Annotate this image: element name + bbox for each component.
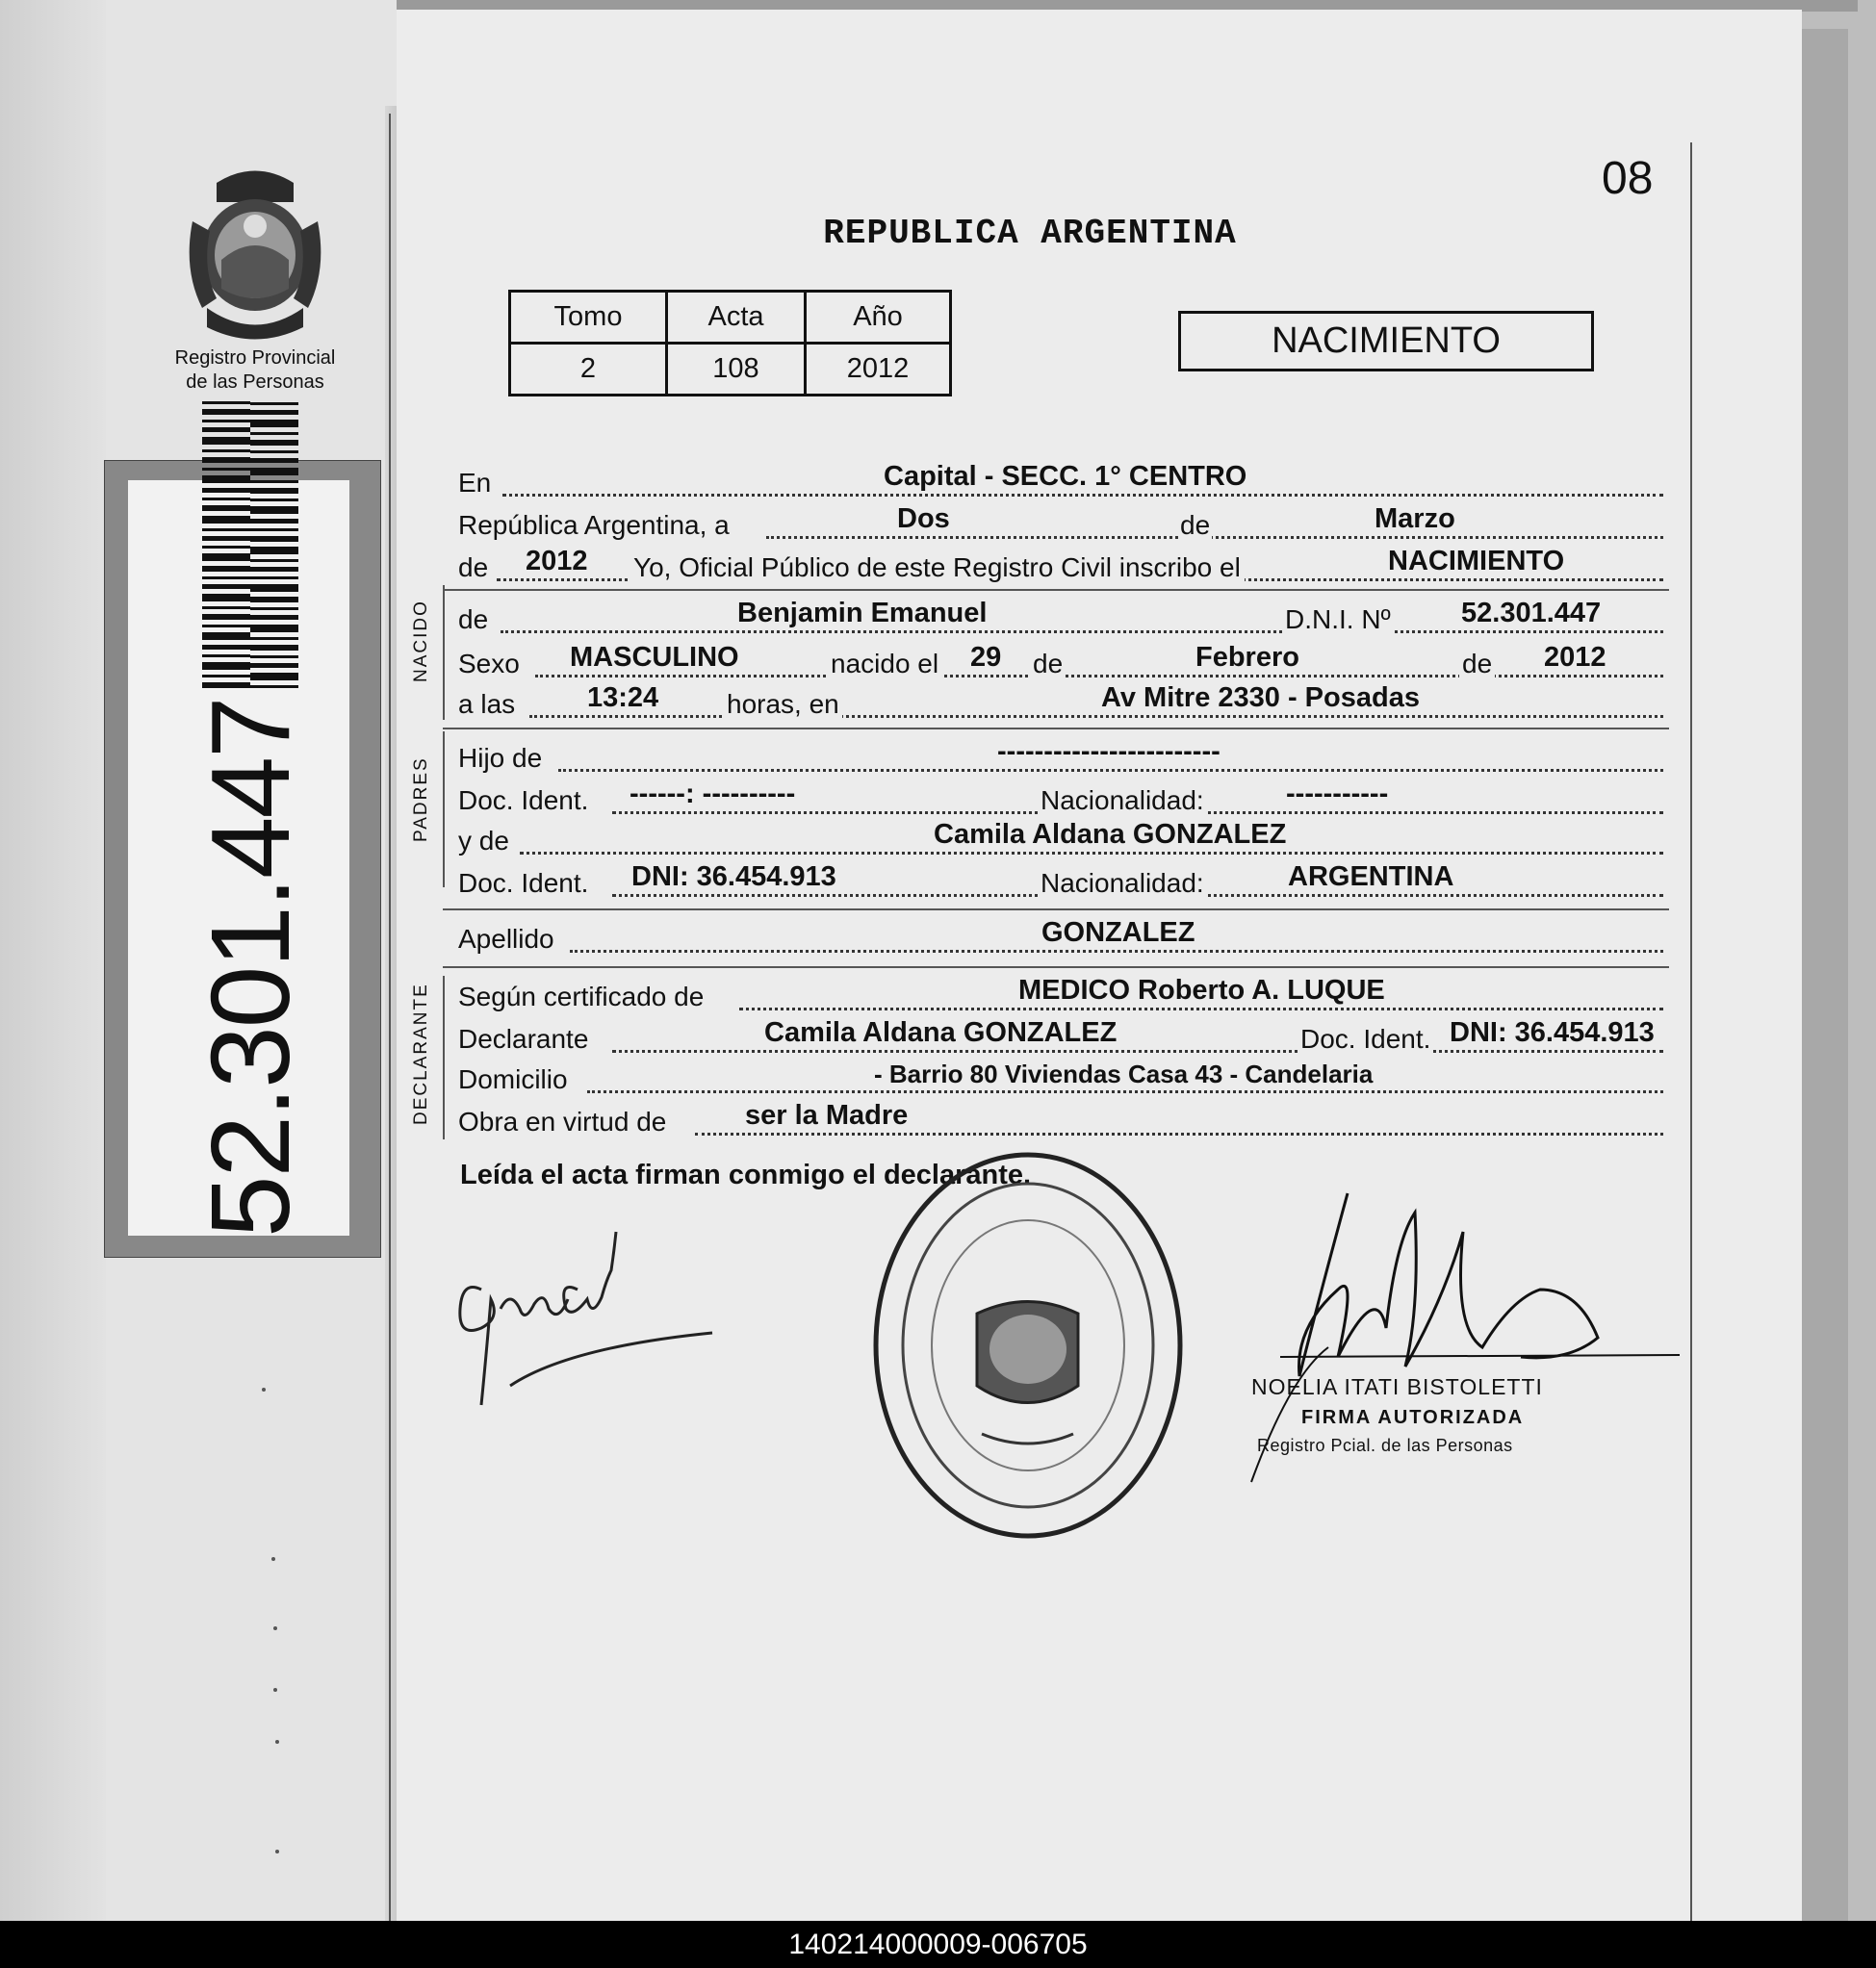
provincia-misiones-seal <box>173 164 337 346</box>
padres-section-rule <box>443 731 445 887</box>
nacido-dia-value: 29 <box>970 642 1002 673</box>
nacido-anio-value: 2012 <box>1544 642 1606 673</box>
doc-ident-label: Doc. Ident. <box>458 868 589 898</box>
certificado-label: Según certificado de <box>458 982 705 1011</box>
section-divider <box>443 908 1669 910</box>
dia-value: Dos <box>897 503 950 534</box>
official-name: NOELIA ITATI BISTOLETTI <box>1251 1374 1543 1399</box>
record-table-header: Acta <box>667 292 806 344</box>
section-divider <box>443 728 1669 729</box>
row-madre <box>458 820 1663 858</box>
row-padre-doc <box>458 780 1663 818</box>
row-en <box>458 462 1663 500</box>
hora-value: 13:24 <box>587 682 659 713</box>
nacionalidad-label: Nacionalidad: <box>1038 868 1207 899</box>
domicilio-label: Domicilio <box>458 1064 568 1094</box>
mes-value: Marzo <box>1375 503 1455 534</box>
dni-value: 52.301.447 <box>1461 598 1602 628</box>
de-label: de <box>1030 649 1066 679</box>
scan-speck <box>273 1626 277 1630</box>
en-label: En <box>458 468 492 498</box>
registry-name-line1: Registro Provincial <box>174 347 336 369</box>
row-anio <box>458 547 1663 585</box>
scan-speck <box>275 1740 279 1744</box>
anio-value: 2012 <box>526 546 588 576</box>
page-number: 08 <box>1602 153 1654 204</box>
row-certificado <box>458 976 1663 1014</box>
left-page-edge <box>385 106 397 1921</box>
row-nombre <box>458 599 1663 637</box>
nacido-section-label: NACIDO <box>411 600 431 682</box>
scan-speck <box>271 1557 275 1561</box>
record-table-value-row <box>510 344 951 396</box>
sexo-label: Sexo <box>458 649 520 678</box>
scan-speck <box>262 1388 266 1392</box>
book-right-edge <box>1802 29 1848 1921</box>
record-table-cell: 108 <box>667 344 806 396</box>
apellido-value: GONZALEZ <box>1041 917 1195 948</box>
apellido-label: Apellido <box>458 924 554 954</box>
row-republica <box>458 504 1663 543</box>
hijo-de-label: Hijo de <box>458 743 543 773</box>
oficial-text: Yo, Oficial Público de este Registro Civil inscribo el <box>630 552 1245 583</box>
registry-name <box>144 346 366 395</box>
padre-value: ------------------------ <box>997 736 1221 767</box>
barcode-bars <box>202 396 298 688</box>
certificado-value: MEDICO Roberto A. LUQUE <box>1018 975 1385 1006</box>
section-divider <box>443 966 1669 968</box>
row-apellido <box>458 918 1663 957</box>
registry-name-line2: de las Personas <box>186 371 324 393</box>
section-divider <box>443 589 1669 591</box>
record-table-cell: 2012 <box>806 344 951 396</box>
declarante-value: Camila Aldana GONZALEZ <box>764 1017 1118 1048</box>
barcode-rotated-group <box>140 487 361 1238</box>
record-table-cell: 2 <box>510 344 667 396</box>
madre-nacionalidad-value: ARGENTINA <box>1288 861 1454 892</box>
barcode-bar-row <box>202 396 250 688</box>
record-table-header: Año <box>806 292 951 344</box>
sexo-value: MASCULINO <box>570 642 739 673</box>
nacionalidad-label: Nacionalidad: <box>1038 785 1207 816</box>
footer-id-bar: 140214000009-006705 <box>0 1921 1876 1968</box>
padre-doc-value: ------: ---------- <box>630 779 796 809</box>
nacido-el-label: nacido el <box>828 649 941 679</box>
official-role: FIRMA AUTORIZADA <box>1301 1407 1525 1428</box>
closing-text: Leída el acta firman conmigo el declarante. <box>460 1160 1032 1190</box>
padres-section-label: PADRES <box>411 756 431 842</box>
record-table-header-row <box>510 292 951 344</box>
record-table-header: Tomo <box>510 292 667 344</box>
barcode-bar-row <box>250 396 298 688</box>
nacido-section-rule <box>443 585 445 720</box>
de-label: de <box>458 604 489 634</box>
obra-value: ser la Madre <box>745 1100 909 1131</box>
barcode-sticker <box>104 460 381 1258</box>
a-las-label: a las <box>458 689 516 719</box>
declarante-section-rule <box>443 976 445 1139</box>
row-madre-doc <box>458 862 1663 901</box>
record-table <box>508 290 952 396</box>
declarante-signature <box>452 1213 722 1434</box>
row-obra <box>458 1101 1663 1139</box>
scan-speck <box>275 1850 279 1853</box>
republica-label: República Argentina, a <box>458 510 730 540</box>
form-right-border <box>1690 142 1692 1921</box>
declarante-label: Declarante <box>458 1024 589 1054</box>
barcode-sticker-inner <box>128 480 349 1236</box>
madre-doc-value: DNI: 36.454.913 <box>631 861 836 892</box>
document-title: REPUBLICA ARGENTINA <box>823 214 1237 253</box>
official-stamp <box>866 1145 1190 1546</box>
official-organization: Registro Pcial. de las Personas <box>1257 1436 1513 1455</box>
row-domicilio <box>458 1059 1663 1097</box>
page-fold-shadow <box>0 0 106 1921</box>
nacido-mes-value: Febrero <box>1195 642 1299 673</box>
padre-nacionalidad-value: ----------- <box>1286 779 1389 809</box>
de-label: de <box>458 552 489 582</box>
inscribo-value: NACIMIENTO <box>1388 546 1565 576</box>
domicilio-value: - Barrio 80 Viviendas Casa 43 - Candelaria <box>874 1060 1374 1088</box>
de-label: de <box>1180 510 1211 540</box>
row-sexo <box>458 643 1663 681</box>
de-label: de <box>1459 649 1495 679</box>
declarante-doc-value: DNI: 36.454.913 <box>1450 1017 1655 1048</box>
en-value: Capital - SECC. 1° CENTRO <box>884 461 1247 492</box>
record-type-box: NACIMIENTO <box>1178 311 1594 371</box>
scan-speck <box>273 1688 277 1692</box>
lugar-value: Av Mitre 2330 - Posadas <box>1101 682 1420 713</box>
y-de-label: y de <box>458 826 509 856</box>
doc-ident-label: Doc. Ident. <box>458 785 589 815</box>
dni-label: D.N.I. Nº <box>1282 604 1394 635</box>
nombre-value: Benjamin Emanuel <box>737 598 988 628</box>
horas-en-label: horas, en <box>724 689 842 720</box>
doc-ident-label: Doc. Ident. <box>1298 1024 1433 1055</box>
madre-value: Camila Aldana GONZALEZ <box>934 819 1287 850</box>
row-declarante <box>458 1018 1663 1057</box>
form-left-border <box>389 114 391 1921</box>
declarante-section-label: DECLARANTE <box>411 983 431 1125</box>
barcode-number: 52.301.447 <box>188 698 313 1238</box>
obra-label: Obra en virtud de <box>458 1107 667 1137</box>
row-hora <box>458 683 1663 722</box>
row-hijo-de <box>458 737 1663 776</box>
